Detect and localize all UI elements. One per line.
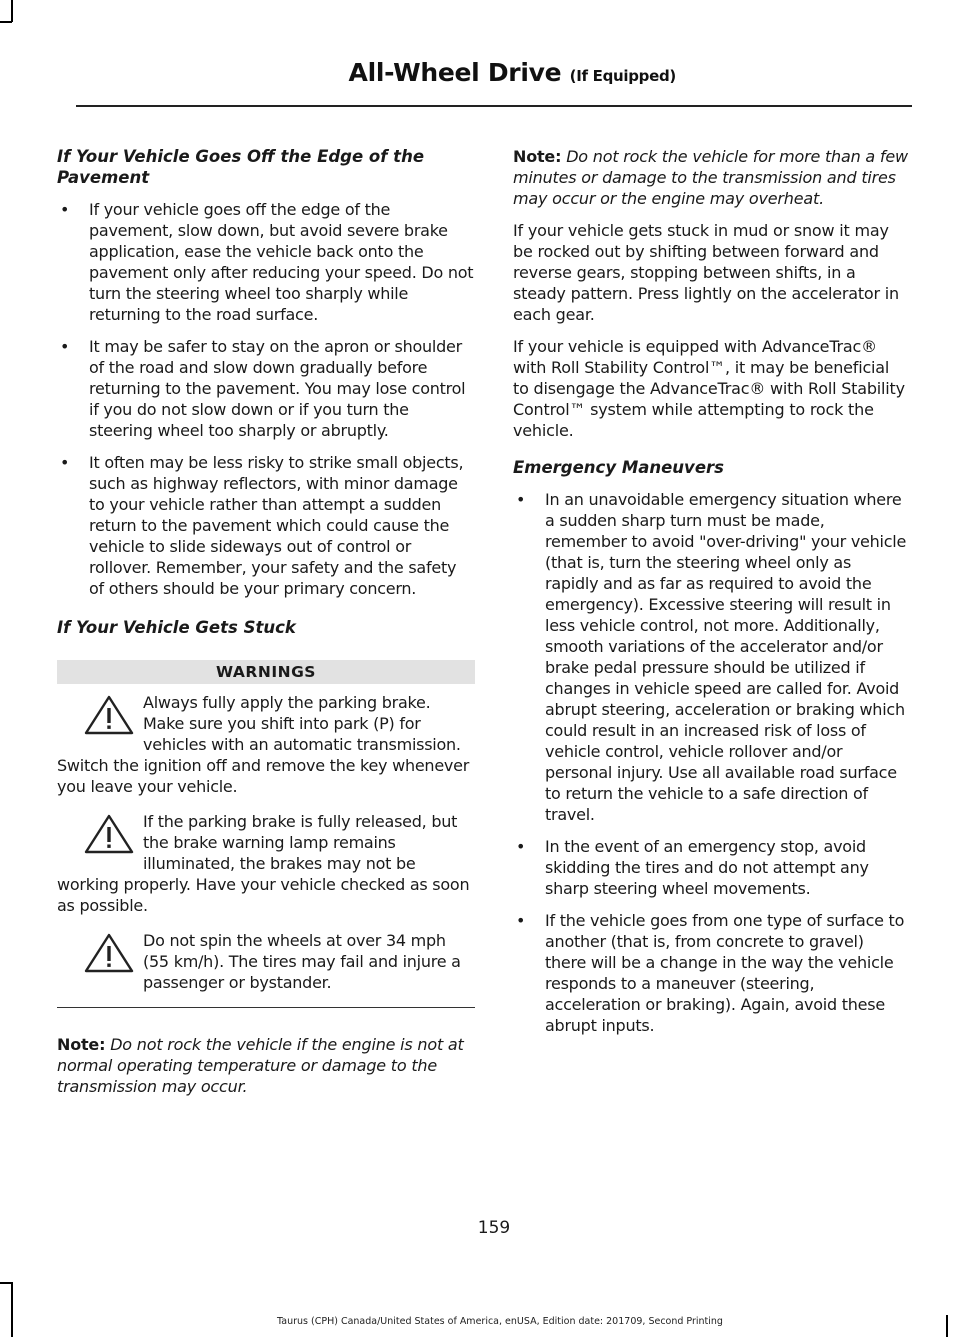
bullet-list-emergency [513,489,909,1036]
warning-item: Do not spin the wheels at over 34 mph (55 km/h). The tires may fail and injure a passenger or bystander. [57,930,475,993]
crop-mark [0,1282,12,1284]
warnings-banner: WARNINGS [57,660,475,684]
warning-triangle-icon [83,813,135,855]
right-column [513,146,909,1047]
list-item: • It may be safer to stay on the apron or shoulder of the road and slow down gradually before returning to the pavement. You may lose control if you do not slow down or if you turn the steering wheel too sharply or abruptly. [57,336,475,441]
warning-triangle-icon [83,932,135,974]
warning-item: If the parking brake is fully released, but the brake warning lamp remains illuminated, the brakes may not be working properly. Have your vehicle checked as soon as possible. [57,812,470,915]
crop-mark [11,1282,13,1337]
page-footer: Taurus (CPH) Canada/United States of America, enUSA, Edition date: 201709, Second Printing [277,1316,723,1327]
warning-item: Always fully apply the parking brake. Make sure you shift into park (P) for vehicles with an automatic transmission. Switch the ignition off and remove the key whenever you leave your vehicle. [57,693,470,796]
list-item: • If the vehicle goes from one type of surface to another (that is, from concrete to gravel) there will be a change in the way the vehicle responds to a maneuver (steering, acceleration or braking). Again, avoid these abrupt inputs. [513,910,909,1036]
header-rule [76,105,912,107]
note-rock-temperature: Note: Do not rock the vehicle if the engine is not at normal operating temperature or damage to the transmission may occur. [57,1035,464,1097]
list-item: • If your vehicle goes off the edge of the pavement, slow down, but avoid severe brake application, ease the vehicle back onto the pavement only after reducing your speed. Do not turn the steering wheel too sharply while returning to the road surface. [57,199,475,325]
paragraph-stuck-mud: If your vehicle gets stuck in mud or snow it may be rocked out by shifting between forward and reverse gears, stopping between shifts, in a steady pattern. Press lightly on the accelerator in each gear. [513,221,899,324]
section-heading-off-pavement: If Your Vehicle Goes Off the Edge of the Pavement [57,147,425,187]
paragraph-advancetrac: If your vehicle is equipped with AdvanceTrac® with Roll Stability Control™, it may be beneficial to disengage the AdvanceTrac® with Roll Stability Control™ system while attempting to rock the vehicle. [513,337,905,440]
list-item: • In an unavoidable emergency situation where a sudden sharp turn must be made, remember to avoid "over-driving" your vehicle (that is, turn the steering wheel only as rapidly and as far as required to avoid the emergency). Excessive steering will result in less vehicle control, not more. Additionally, smooth variations of the accelerator and/or brake pedal pressure should be utilized if changes in vehicle speed are called for. Avoid abrupt steering, acceleration or braking which could result in an increased risk of loss of vehicle control, vehicle rollover and/or personal injury. Use all available road surface to return the vehicle to a safe direction of travel. [513,489,909,825]
crop-mark [11,0,13,22]
crop-mark [0,21,12,23]
left-column [57,146,475,1108]
page-header-suffix: (If Equipped) [569,67,676,85]
section-heading-emergency: Emergency Maneuvers [513,458,724,477]
section-heading-stuck: If Your Vehicle Gets Stuck [57,618,296,637]
page-number: 159 [477,1218,511,1238]
page-header-title: All-Wheel Drive (If Equipped) [348,58,676,87]
list-item: • In the event of an emergency stop, avoid skidding the tires and do not attempt any sharp steering wheel movements. [513,836,909,899]
warnings-end-rule [57,1007,475,1008]
list-item: • It often may be less risky to strike small objects, such as highway reflectors, with minor damage to your vehicle rather than attempt a sudden return to the pavement which could cause the vehicle to slide sideways out of control or rollover. Remember, your safety and the safety of others should be your primary concern. [57,452,475,599]
bullet-list-off-pavement [57,199,475,599]
note-rock-duration: Note: Do not rock the vehicle for more than a few minutes or damage to the transmission and tires may occur or the engine may overheat. [513,147,908,208]
warning-triangle-icon [83,694,135,736]
